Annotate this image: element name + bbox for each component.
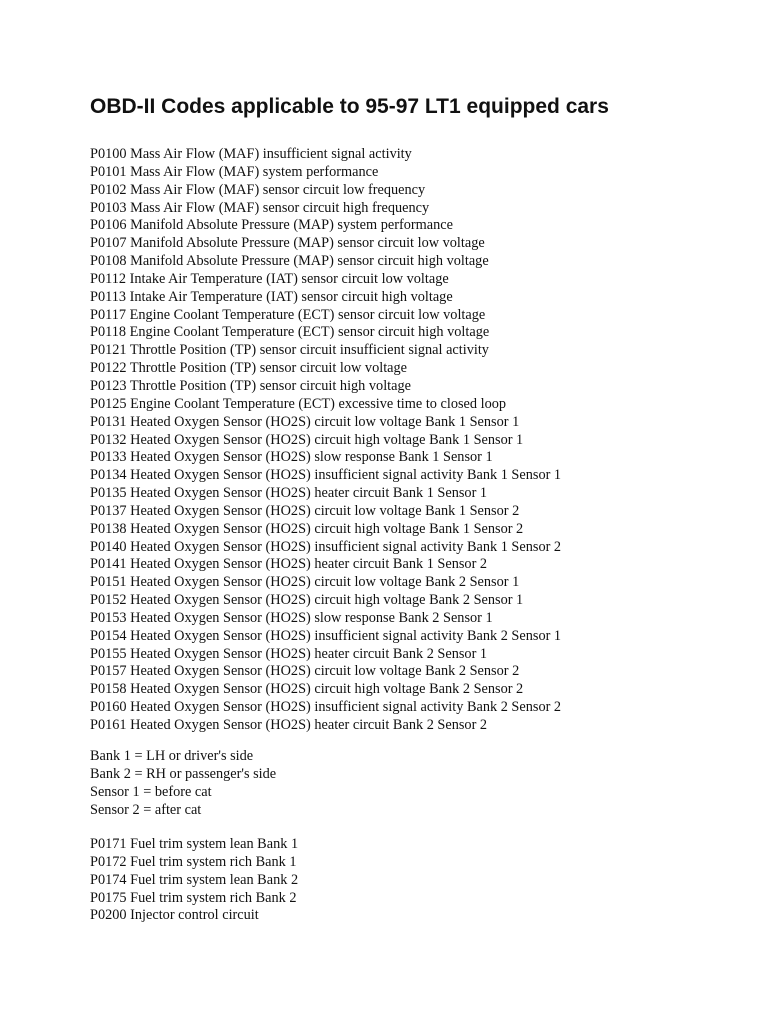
code-line: P0132 Heated Oxygen Sensor (HO2S) circuit high voltage Bank 1 Sensor 1 [90, 431, 524, 448]
code-line: P0137 Heated Oxygen Sensor (HO2S) circuit low voltage Bank 1 Sensor 2 [90, 502, 520, 519]
code-line: P0141 Heated Oxygen Sensor (HO2S) heater circuit Bank 1 Sensor 2 [90, 556, 488, 573]
code-line: P0134 Heated Oxygen Sensor (HO2S) insufficient signal activity Bank 1 Sensor 1 [90, 467, 562, 484]
code-line: P0135 Heated Oxygen Sensor (HO2S) heater circuit Bank 1 Sensor 1 [90, 485, 488, 502]
code-line: P0172 Fuel trim system rich Bank 1 [90, 853, 297, 870]
code-line: P0158 Heated Oxygen Sensor (HO2S) circuit high voltage Bank 2 Sensor 2 [90, 681, 524, 698]
code-line: P0106 Manifold Absolute Pressure (MAP) system performance [90, 217, 453, 234]
code-line: P0153 Heated Oxygen Sensor (HO2S) slow response Bank 2 Sensor 1 [90, 609, 493, 626]
code-line: P0160 Heated Oxygen Sensor (HO2S) insufficient signal activity Bank 2 Sensor 2 [90, 699, 562, 716]
code-line: P0107 Manifold Absolute Pressure (MAP) sensor circuit low voltage [90, 235, 485, 252]
code-line: P0103 Mass Air Flow (MAF) sensor circuit high frequency [90, 199, 430, 216]
code-line: P0161 Heated Oxygen Sensor (HO2S) heater circuit Bank 2 Sensor 2 [90, 717, 488, 733]
code-line: P0200 Injector control circuit [90, 907, 259, 924]
legend-line: Sensor 1 = before cat [90, 783, 212, 800]
code-line: P0157 Heated Oxygen Sensor (HO2S) circuit low voltage Bank 2 Sensor 2 [90, 663, 520, 680]
code-line: P0131 Heated Oxygen Sensor (HO2S) circuit low voltage Bank 1 Sensor 1 [90, 413, 520, 430]
code-list [90, 146, 561, 735]
code-line: P0101 Mass Air Flow (MAF) system performance [90, 163, 379, 180]
code-line: P0102 Mass Air Flow (MAF) sensor circuit low frequency [90, 181, 426, 198]
code-line: P0121 Throttle Position (TP) sensor circuit insufficient signal activity [90, 342, 489, 359]
code-line: P0140 Heated Oxygen Sensor (HO2S) insufficient signal activity Bank 1 Sensor 2 [90, 538, 562, 555]
code-line: P0112 Intake Air Temperature (IAT) sensor circuit low voltage [90, 270, 449, 287]
code-line: P0175 Fuel trim system rich Bank 2 [90, 889, 297, 906]
code-line: P0133 Heated Oxygen Sensor (HO2S) slow response Bank 1 Sensor 1 [90, 449, 493, 466]
legend-line: Bank 2 = RH or passenger's side [90, 765, 277, 782]
code-line: P0118 Engine Coolant Temperature (ECT) sensor circuit high voltage [90, 324, 490, 341]
code-line: P0171 Fuel trim system lean Bank 1 [90, 836, 299, 852]
code-line: P0154 Heated Oxygen Sensor (HO2S) insufficient signal activity Bank 2 Sensor 1 [90, 627, 562, 644]
code-line: P0151 Heated Oxygen Sensor (HO2S) circuit low voltage Bank 2 Sensor 1 [90, 574, 520, 591]
code-line: P0174 Fuel trim system lean Bank 2 [90, 871, 299, 888]
bank-sensor-legend [90, 748, 276, 819]
code-line: P0155 Heated Oxygen Sensor (HO2S) heater circuit Bank 2 Sensor 1 [90, 645, 488, 662]
fuel-injector-code-list [90, 836, 298, 925]
code-line: P0125 Engine Coolant Temperature (ECT) excessive time to closed loop [90, 395, 507, 412]
code-line: P0113 Intake Air Temperature (IAT) sensor circuit high voltage [90, 288, 453, 305]
page-title: OBD-II Codes applicable to 95-97 LT1 equipped cars [90, 95, 609, 118]
code-line: P0123 Throttle Position (TP) sensor circuit high voltage [90, 377, 411, 394]
code-line: P0117 Engine Coolant Temperature (ECT) sensor circuit low voltage [90, 306, 486, 323]
legend-line: Bank 1 = LH or driver's side [90, 748, 254, 764]
code-line: P0122 Throttle Position (TP) sensor circuit low voltage [90, 360, 408, 377]
code-line: P0138 Heated Oxygen Sensor (HO2S) circuit high voltage Bank 1 Sensor 2 [90, 520, 524, 537]
code-line: P0108 Manifold Absolute Pressure (MAP) sensor circuit high voltage [90, 253, 489, 270]
code-line: P0100 Mass Air Flow (MAF) insufficient signal activity [90, 146, 412, 162]
legend-line: Sensor 2 = after cat [90, 801, 202, 818]
code-line: P0152 Heated Oxygen Sensor (HO2S) circuit high voltage Bank 2 Sensor 1 [90, 592, 524, 609]
